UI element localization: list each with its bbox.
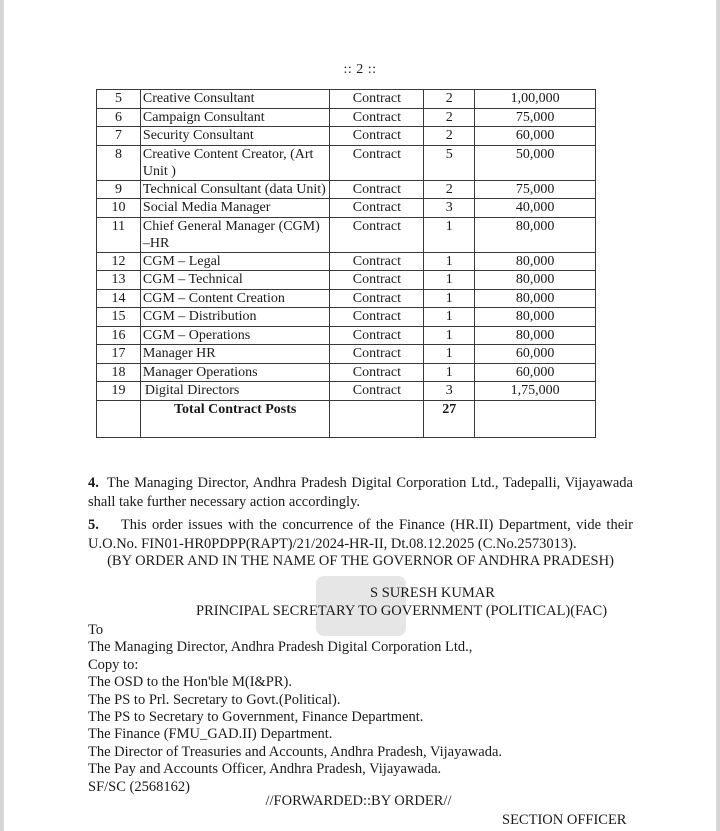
row-type: Contract — [330, 308, 424, 327]
row-count: 2 — [424, 108, 475, 127]
total-row — [97, 400, 596, 437]
row-type: Contract — [330, 108, 424, 127]
total-type-blank — [330, 400, 424, 437]
row-post: Creative Content Creator, (Art Unit ) — [140, 145, 330, 180]
row-sno: 19 — [97, 382, 141, 401]
paragraph-text: The Managing Director, Andhra Pradesh Digital Corporation Ltd., Tadepalli, Vijayawada shall take further necessary action accordingly. — [88, 475, 633, 510]
row-post: Technical Consultant (data Unit) — [140, 180, 330, 199]
row-count: 2 — [424, 180, 475, 199]
row-sno: 16 — [97, 326, 141, 345]
row-salary: 75,000 — [475, 180, 596, 199]
row-sno: 10 — [97, 199, 141, 218]
row-post: Social Media Manager — [140, 199, 330, 218]
row-type: Contract — [330, 90, 424, 109]
row-count: 2 — [424, 90, 475, 109]
table-row — [97, 363, 596, 382]
row-sno: 12 — [97, 252, 141, 271]
copy-recipient: The PS to Secretary to Government, Finance Department. — [88, 709, 424, 726]
copy-recipient: The PS to Prl. Secretary to Govt.(Political). — [88, 691, 341, 708]
address-block — [88, 622, 502, 796]
copy-recipient: The OSD to the Hon'ble M(I&PR). — [88, 674, 292, 691]
row-salary: 80,000 — [475, 326, 596, 345]
table-row — [97, 252, 596, 271]
governor-order-line: (BY ORDER AND IN THE NAME OF THE GOVERNOR OF ANDHRA PRADESH) — [107, 553, 614, 569]
row-type: Contract — [330, 199, 424, 218]
row-sno: 8 — [97, 145, 141, 180]
row-salary: 1,00,000 — [475, 90, 596, 109]
row-sno: 5 — [97, 90, 141, 109]
row-salary: 40,000 — [475, 199, 596, 218]
row-type: Contract — [330, 271, 424, 290]
row-post: Security Consultant — [140, 127, 330, 146]
table-row — [97, 271, 596, 290]
row-post: CGM – Distribution — [140, 308, 330, 327]
table-row — [97, 345, 596, 364]
row-sno: 7 — [97, 127, 141, 146]
table-row — [97, 180, 596, 199]
table-row — [97, 382, 596, 401]
row-salary: 80,000 — [475, 271, 596, 290]
total-sno-blank — [97, 400, 141, 437]
page-edge-right — [716, 0, 720, 831]
row-type: Contract — [330, 345, 424, 364]
row-post: Digital Directors — [140, 382, 330, 401]
row-type: Contract — [330, 252, 424, 271]
row-type: Contract — [330, 180, 424, 199]
table-row — [97, 145, 596, 180]
row-salary: 80,000 — [475, 308, 596, 327]
table-row — [97, 127, 596, 146]
row-post: Campaign Consultant — [140, 108, 330, 127]
row-type: Contract — [330, 127, 424, 146]
row-sno: 18 — [97, 363, 141, 382]
table-row — [97, 308, 596, 327]
paragraph-number: 5. — [88, 517, 99, 533]
total-salary-blank — [475, 400, 596, 437]
copy-recipient: The Finance (FMU_GAD.II) Department. — [88, 726, 333, 743]
table-row — [97, 217, 596, 252]
row-count: 1 — [424, 363, 475, 382]
row-sno: 14 — [97, 289, 141, 308]
file-reference: SF/SC (2568162) — [88, 778, 190, 795]
paragraph-text: This order issues with the concurrence of the Finance (HR.II) Department, vide their U.O.No. FIN01-HR0PDPP(RAPT)/21/2024-HR-II, Dt.08.12.2025 (C.No.2573013). — [88, 517, 633, 552]
row-salary: 50,000 — [475, 145, 596, 180]
row-sno: 17 — [97, 345, 141, 364]
row-count: 1 — [424, 345, 475, 364]
section-officer: SECTION OFFICER — [502, 812, 627, 828]
to-recipient: The Managing Director, Andhra Pradesh Digital Corporation Ltd., — [88, 639, 473, 656]
row-salary: 80,000 — [475, 217, 596, 252]
row-sno: 13 — [97, 271, 141, 290]
row-type: Contract — [330, 326, 424, 345]
row-count: 1 — [424, 289, 475, 308]
table-row — [97, 326, 596, 345]
forwarded-by-order — [0, 793, 720, 810]
row-salary: 60,000 — [475, 127, 596, 146]
paragraph-number: 4. — [88, 475, 99, 491]
row-count: 1 — [424, 326, 475, 345]
forwarded-text: //FORWARDED::BY ORDER// — [265, 793, 452, 809]
row-salary: 75,000 — [475, 108, 596, 127]
table-row — [97, 90, 596, 109]
paragraph-5 — [88, 516, 633, 554]
contract-posts-table — [96, 89, 596, 438]
row-count: 5 — [424, 145, 475, 180]
row-type: Contract — [330, 363, 424, 382]
row-salary: 80,000 — [475, 289, 596, 308]
row-salary: 80,000 — [475, 252, 596, 271]
copy-recipient: The Pay and Accounts Officer, Andhra Pradesh, Vijayawada. — [88, 761, 442, 778]
row-salary: 60,000 — [475, 345, 596, 364]
row-post: CGM – Technical — [140, 271, 330, 290]
row-post: Manager HR — [140, 345, 330, 364]
row-sno: 15 — [97, 308, 141, 327]
row-post: CGM – Operations — [140, 326, 330, 345]
row-type: Contract — [330, 145, 424, 180]
copy-to-label: Copy to: — [88, 656, 139, 673]
row-sno: 11 — [97, 217, 141, 252]
row-post: CGM – Legal — [140, 252, 330, 271]
row-count: 1 — [424, 217, 475, 252]
table-row — [97, 289, 596, 308]
row-count: 1 — [424, 308, 475, 327]
row-count: 1 — [424, 271, 475, 290]
row-type: Contract — [330, 289, 424, 308]
row-sno: 9 — [97, 180, 141, 199]
row-sno: 6 — [97, 108, 141, 127]
row-post: Manager Operations — [140, 363, 330, 382]
paragraph-4 — [88, 474, 633, 512]
row-post: CGM – Content Creation — [140, 289, 330, 308]
table-row — [97, 108, 596, 127]
row-type: Contract — [330, 217, 424, 252]
row-count: 3 — [424, 199, 475, 218]
to-label: To — [88, 622, 104, 638]
row-count: 2 — [424, 127, 475, 146]
total-label: Total Contract Posts — [140, 400, 330, 437]
row-post: Chief General Manager (CGM) –HR — [140, 217, 330, 252]
total-count: 27 — [424, 400, 475, 437]
copy-recipient: The Director of Treasuries and Accounts, Andhra Pradesh, Vijayawada. — [88, 743, 503, 760]
page-edge-left — [0, 0, 4, 831]
signatory-title: PRINCIPAL SECRETARY TO GOVERNMENT (POLITICAL)(FAC) — [196, 603, 608, 619]
row-count: 3 — [424, 382, 475, 401]
page-number: :: 2 :: — [343, 62, 377, 77]
row-post: Creative Consultant — [140, 90, 330, 109]
row-type: Contract — [330, 382, 424, 401]
row-salary: 60,000 — [475, 363, 596, 382]
table-row — [97, 199, 596, 218]
row-salary: 1,75,000 — [475, 382, 596, 401]
signatory-name: S SURESH KUMAR — [370, 585, 495, 601]
row-count: 1 — [424, 252, 475, 271]
